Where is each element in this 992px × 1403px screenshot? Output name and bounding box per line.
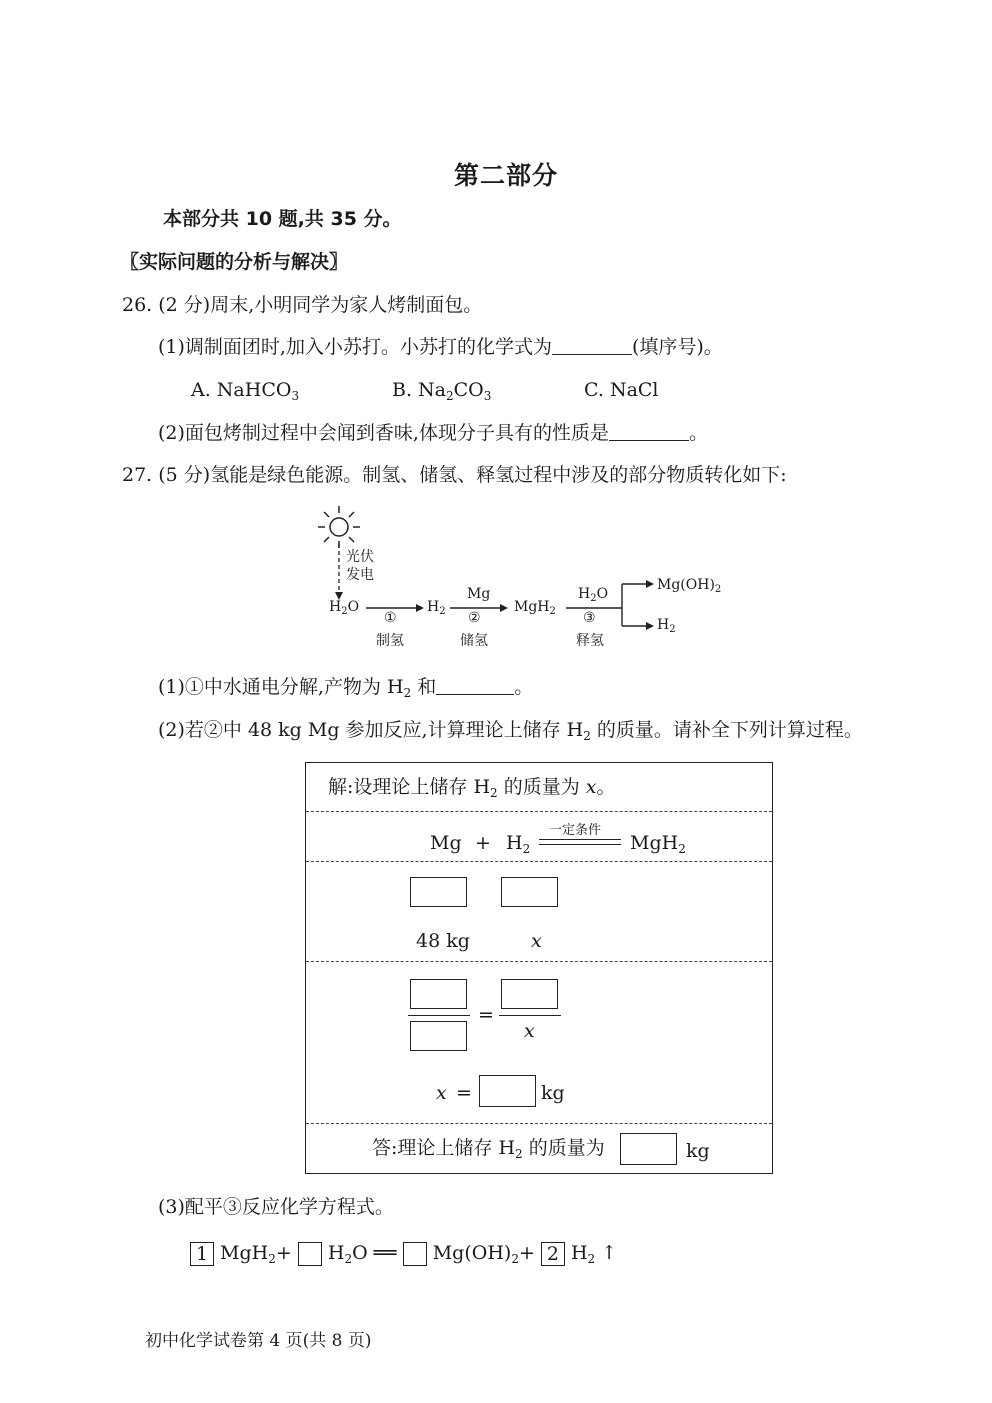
calculation-box xyxy=(305,762,773,1174)
step3-number: ③ xyxy=(583,610,596,626)
step3-label: 释氢 xyxy=(576,633,604,649)
section-note: 本部分共 10 题,共 35 分。 xyxy=(163,208,402,230)
gas-arrow-icon: ↑ xyxy=(601,1242,618,1264)
product-h2: $H_2$ xyxy=(657,617,676,635)
option-a-text: A. NaHCO xyxy=(191,379,292,401)
h2o-left: $H_2O$ xyxy=(329,599,360,617)
option-b-text: B. Na xyxy=(392,379,446,401)
answer-box-mg-mass[interactable] xyxy=(410,877,467,907)
divider xyxy=(306,811,772,812)
plus-2: + xyxy=(518,1242,535,1264)
q27-part1 xyxy=(158,675,533,705)
q26-option-b xyxy=(392,378,491,408)
eq-mg: Mg xyxy=(430,832,462,854)
q26-option-a xyxy=(191,378,299,408)
mass-mg: 48 kg xyxy=(416,930,470,952)
q26-part1-end: (填序号)。 xyxy=(631,336,723,358)
divider xyxy=(306,1123,772,1124)
option-b-sub2: 3 xyxy=(483,389,492,403)
divider xyxy=(306,961,772,962)
q27-stem: 27. (5 分)氢能是绿色能源。制氢、储氢、释氢过程中涉及的部分物质转化如下: xyxy=(122,464,787,486)
arrow-step3-branch xyxy=(566,576,656,636)
mgh2-mid: MgH$_2$ xyxy=(514,599,556,617)
mass-x: x xyxy=(531,930,542,952)
mg-reagent: Mg xyxy=(467,586,491,602)
ratio-equals: = xyxy=(478,1004,494,1026)
species-mgh2: MgH xyxy=(220,1242,269,1264)
pv-label-1: 光伏 xyxy=(346,549,374,565)
fraction-line-right xyxy=(499,1015,561,1016)
q26-part1-text: (1)调制面团时,加入小苏打。小苏打的化学式为 xyxy=(158,336,552,358)
species-h2o-o: O xyxy=(352,1242,368,1264)
h2o-reagent: $H_2O$ xyxy=(578,586,609,604)
option-b-sub1: 2 xyxy=(446,389,454,403)
q27-part2 xyxy=(158,718,863,748)
q26-part1 xyxy=(158,335,723,359)
q26-part2-blank[interactable] xyxy=(609,422,689,441)
species-h2o: H xyxy=(327,1242,345,1264)
coef-box-2[interactable] xyxy=(298,1242,322,1266)
eq-plus: + xyxy=(475,832,491,854)
pv-label-2: 发电 xyxy=(346,567,374,583)
product-mgoh2: $Mg(OH)_2$ xyxy=(657,577,722,595)
hydrogen-diagram xyxy=(300,500,760,660)
q27-part2-end: 的质量。请补全下列计算过程。 xyxy=(590,719,863,741)
q26-stem: 26. (2 分)周末,小明同学为家人烤制面包。 xyxy=(122,294,483,316)
section-title: 第二部分 xyxy=(454,161,559,190)
step2-label: 储氢 xyxy=(460,633,488,649)
page-footer: 初中化学试卷第 4 页(共 8 页) xyxy=(145,1331,372,1351)
q27-part3: (3)配平③反应化学方程式。 xyxy=(158,1196,394,1218)
q27-part1-text: (1)①中水通电分解,产物为 H xyxy=(158,676,404,698)
coef-box-1[interactable]: 1 xyxy=(190,1242,214,1266)
eq-double-line xyxy=(539,839,621,845)
ratio-numerator-right[interactable] xyxy=(501,979,558,1009)
step2-number: ② xyxy=(468,610,481,626)
species-mgh2-sub: 2 xyxy=(268,1252,276,1266)
species-h2o-sub: 2 xyxy=(344,1252,353,1266)
species-mgoh2-sub: 2 xyxy=(511,1252,519,1266)
answer-line: 答:理论上储存 $H_2$ 的质量为 xyxy=(372,1137,605,1161)
q26-part2 xyxy=(158,421,708,445)
result-unit: kg xyxy=(541,1082,565,1104)
plus-1: + xyxy=(275,1242,292,1264)
result-x: x xyxy=(436,1082,447,1104)
q27-part1-sub: 2 xyxy=(403,686,412,700)
fraction-line-left xyxy=(408,1015,470,1016)
answer-box-final[interactable] xyxy=(620,1133,677,1165)
q26-option-c: C. NaCl xyxy=(584,379,659,401)
species-h2: H xyxy=(570,1242,588,1264)
category-heading: 〖实际问题的分析与解决〗 xyxy=(120,251,349,273)
eq-condition: 一定条件 xyxy=(549,823,602,838)
q27-part2-text: (2)若②中 48 kg Mg 参加反应,计算理论上储存 H xyxy=(158,719,584,741)
species-mgoh2: Mg(OH) xyxy=(432,1242,512,1264)
q27-part1-mid: 和 xyxy=(411,676,437,698)
q27-part1-end: 。 xyxy=(514,676,534,698)
answer-box-h2-mass[interactable] xyxy=(501,877,558,907)
result-box[interactable] xyxy=(479,1075,536,1107)
species-h2-sub: 2 xyxy=(587,1252,596,1266)
calc-setup: 解:设理论上储存 $H_2$ 的质量为 x。 xyxy=(328,776,616,800)
q27-part2-sub: 2 xyxy=(583,729,591,743)
balance-equation xyxy=(190,1240,617,1272)
step1-number: ① xyxy=(384,610,397,626)
answer-unit: kg xyxy=(686,1140,710,1162)
eq-mgh2: MgH$_2$ xyxy=(630,832,686,856)
q26-part2-text: (2)面包烤制过程中会闻到香味,体现分子具有的性质是 xyxy=(158,422,609,444)
option-a-sub: 3 xyxy=(291,389,300,403)
h2-mid: $H_2$ xyxy=(427,599,446,617)
coef-box-3[interactable] xyxy=(403,1242,427,1266)
q27-part1-blank[interactable] xyxy=(436,676,514,695)
divider xyxy=(306,861,772,862)
eq-h2: $H_2$ xyxy=(506,832,531,856)
option-b-mid: CO xyxy=(453,379,484,401)
q26-part2-end: 。 xyxy=(688,422,708,444)
step1-label: 制氢 xyxy=(376,633,404,649)
equal-sign: ══ xyxy=(373,1242,397,1264)
ratio-numerator-left[interactable] xyxy=(410,979,467,1009)
coef-box-4[interactable]: 2 xyxy=(541,1242,565,1266)
ratio-x: x xyxy=(524,1020,535,1042)
ratio-denominator-left[interactable] xyxy=(410,1021,467,1051)
result-equals: = xyxy=(456,1082,472,1104)
q26-part1-blank[interactable] xyxy=(552,336,632,355)
